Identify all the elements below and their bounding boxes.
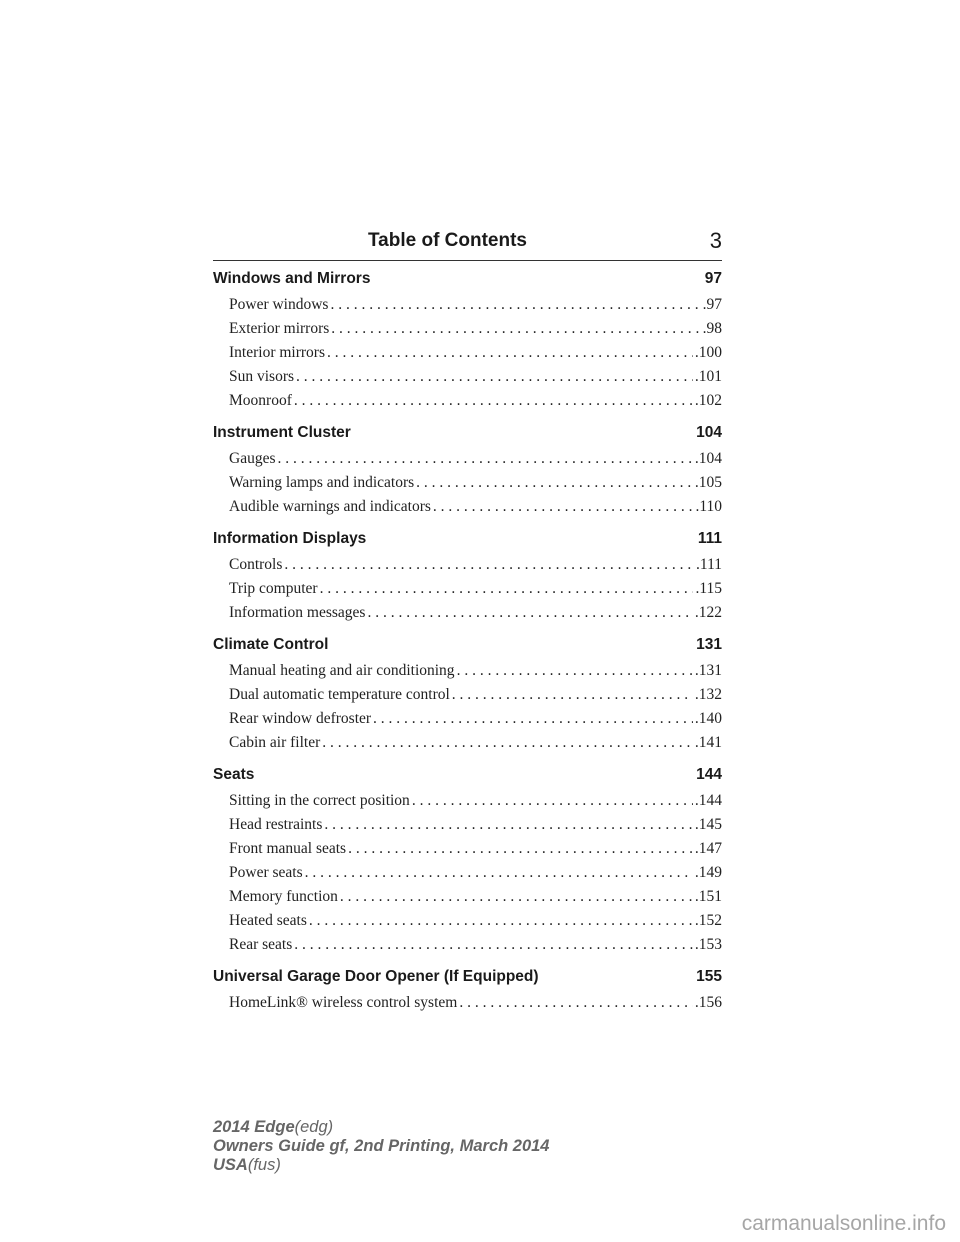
toc-entry[interactable] <box>213 885 722 909</box>
toc-entry[interactable] <box>213 389 722 413</box>
entry-label: Memory function <box>229 888 338 905</box>
entry-page: .100 <box>694 344 722 361</box>
toc-section <box>213 268 722 413</box>
toc-entry[interactable] <box>213 577 722 601</box>
toc-entry[interactable] <box>213 861 722 885</box>
dot-leader <box>373 707 693 731</box>
page-header <box>213 228 722 261</box>
entry-page: .149 <box>694 864 722 881</box>
section-page: 97 <box>704 270 722 287</box>
entry-page: .104 <box>694 450 722 467</box>
section-title: Windows and Mirrors <box>213 270 371 287</box>
toc-section-heading[interactable] <box>213 764 722 786</box>
dot-leader <box>457 659 693 683</box>
toc-section <box>213 528 722 625</box>
entry-page: .147 <box>694 840 722 857</box>
dot-leader <box>322 731 693 755</box>
entry-label: Cabin air filter <box>229 734 321 751</box>
section-page: 144 <box>696 766 722 783</box>
footer-model-line <box>213 1118 550 1137</box>
dot-leader <box>412 789 693 813</box>
toc-section <box>213 764 722 957</box>
dot-leader <box>340 885 693 909</box>
toc-entry[interactable] <box>213 601 722 625</box>
toc-entry[interactable] <box>213 813 722 837</box>
toc-entry[interactable] <box>213 553 722 577</box>
entry-page: .102 <box>694 392 722 409</box>
dot-leader <box>284 553 694 577</box>
toc-section-heading[interactable] <box>213 966 722 988</box>
dot-leader <box>305 861 693 885</box>
entry-page: .131 <box>694 662 722 679</box>
entry-label: Sitting in the correct position <box>229 792 410 809</box>
toc-entry[interactable] <box>213 789 722 813</box>
section-title: Seats <box>213 766 255 783</box>
section-page: 111 <box>697 530 722 547</box>
entry-label: Power windows <box>229 296 329 313</box>
watermark: carmanualsonline.info <box>741 1212 946 1235</box>
toc-entry[interactable] <box>213 731 722 755</box>
toc-entry[interactable] <box>213 837 722 861</box>
entry-label: Gauges <box>229 450 276 467</box>
entry-label: Front manual seats <box>229 840 347 857</box>
entry-label: Exterior mirrors <box>229 320 330 337</box>
entry-label: Manual heating and air conditioning <box>229 662 455 679</box>
footer-model: 2014 Edge <box>213 1118 295 1136</box>
entry-label: Audible warnings and indicators <box>229 498 431 515</box>
dot-leader <box>416 471 693 495</box>
footer-edition: Owners Guide gf, 2nd Printing, March 2014 <box>213 1137 550 1155</box>
entry-label: Interior mirrors <box>229 344 325 361</box>
entry-label: Controls <box>229 556 283 573</box>
section-page: 131 <box>696 636 722 653</box>
entry-page: .110 <box>695 498 722 515</box>
entry-label: HomeLink® wireless control system <box>229 994 458 1011</box>
entry-page: .144 <box>694 792 722 809</box>
toc-entry[interactable] <box>213 707 722 731</box>
dot-leader <box>330 293 700 317</box>
dot-leader <box>294 933 693 957</box>
entry-label: Dual automatic temperature control <box>229 686 450 703</box>
entry-page: .153 <box>694 936 722 953</box>
toc-section <box>213 422 722 519</box>
toc-entry[interactable] <box>213 683 722 707</box>
footer-model-code: (edg) <box>294 1118 334 1136</box>
toc-entry[interactable] <box>213 933 722 957</box>
entry-label: Information messages <box>229 604 366 621</box>
toc-section-heading[interactable] <box>213 422 722 444</box>
dot-leader <box>296 365 693 389</box>
page-title: Table of Contents <box>367 230 528 251</box>
dot-leader <box>367 601 692 625</box>
section-title: Information Displays <box>213 530 367 547</box>
toc-entry[interactable] <box>213 991 722 1015</box>
entry-page: .152 <box>694 912 722 929</box>
footer-market: USA <box>213 1156 248 1174</box>
toc-section-heading[interactable] <box>213 268 722 290</box>
entry-page: .132 <box>694 686 722 703</box>
toc-entry[interactable] <box>213 471 722 495</box>
dot-leader <box>433 495 694 519</box>
toc-entry[interactable] <box>213 447 722 471</box>
entry-label: Power seats <box>229 864 303 881</box>
table-of-contents <box>213 268 722 1024</box>
section-title: Instrument Cluster <box>213 424 351 441</box>
page-number: 3 <box>709 228 722 253</box>
entry-label: Head restraints <box>229 816 323 833</box>
entry-page: .145 <box>694 816 722 833</box>
dot-leader <box>452 683 693 707</box>
entry-label: Warning lamps and indicators <box>229 474 415 491</box>
dot-leader <box>459 991 693 1015</box>
dot-leader <box>348 837 693 861</box>
toc-entry[interactable] <box>213 909 722 933</box>
toc-entry[interactable] <box>213 293 722 317</box>
toc-entry[interactable] <box>213 365 722 389</box>
entry-label: Rear seats <box>229 936 293 953</box>
dot-leader <box>324 813 692 837</box>
entry-page: .111 <box>696 556 722 573</box>
toc-section-heading[interactable] <box>213 634 722 656</box>
section-page: 104 <box>696 424 722 441</box>
footer-market-code: (fus) <box>247 1156 281 1174</box>
entry-page: .115 <box>695 580 722 597</box>
document-footer <box>213 1118 550 1175</box>
entry-label: Trip computer <box>229 580 318 597</box>
dot-leader <box>278 447 693 471</box>
entry-page: .105 <box>694 474 722 491</box>
dot-leader <box>320 577 694 601</box>
entry-page: .156 <box>694 994 722 1011</box>
dot-leader <box>327 341 693 365</box>
entry-page: .151 <box>694 888 722 905</box>
entry-label: Sun visors <box>229 368 295 385</box>
toc-entry[interactable] <box>213 341 722 365</box>
entry-page: .97 <box>702 296 722 313</box>
section-title: Climate Control <box>213 636 329 653</box>
dot-leader <box>294 389 693 413</box>
entry-page: .122 <box>694 604 722 621</box>
section-title: Universal Garage Door Opener (If Equipped) <box>213 968 539 985</box>
entry-page: .140 <box>694 710 722 727</box>
section-page: 155 <box>696 968 722 985</box>
entry-page: .98 <box>702 320 722 337</box>
footer-market-line <box>213 1156 550 1175</box>
dot-leader <box>309 909 693 933</box>
entry-page: .101 <box>694 368 722 385</box>
toc-section-heading[interactable] <box>213 528 722 550</box>
toc-entry[interactable] <box>213 317 722 341</box>
toc-section <box>213 966 722 1015</box>
toc-section <box>213 634 722 755</box>
entry-label: Rear window defroster <box>229 710 372 727</box>
entry-page: .141 <box>694 734 722 751</box>
entry-label: Heated seats <box>229 912 307 929</box>
toc-entry[interactable] <box>213 659 722 683</box>
toc-entry[interactable] <box>213 495 722 519</box>
entry-label: Moonroof <box>229 392 292 409</box>
dot-leader <box>331 317 700 341</box>
